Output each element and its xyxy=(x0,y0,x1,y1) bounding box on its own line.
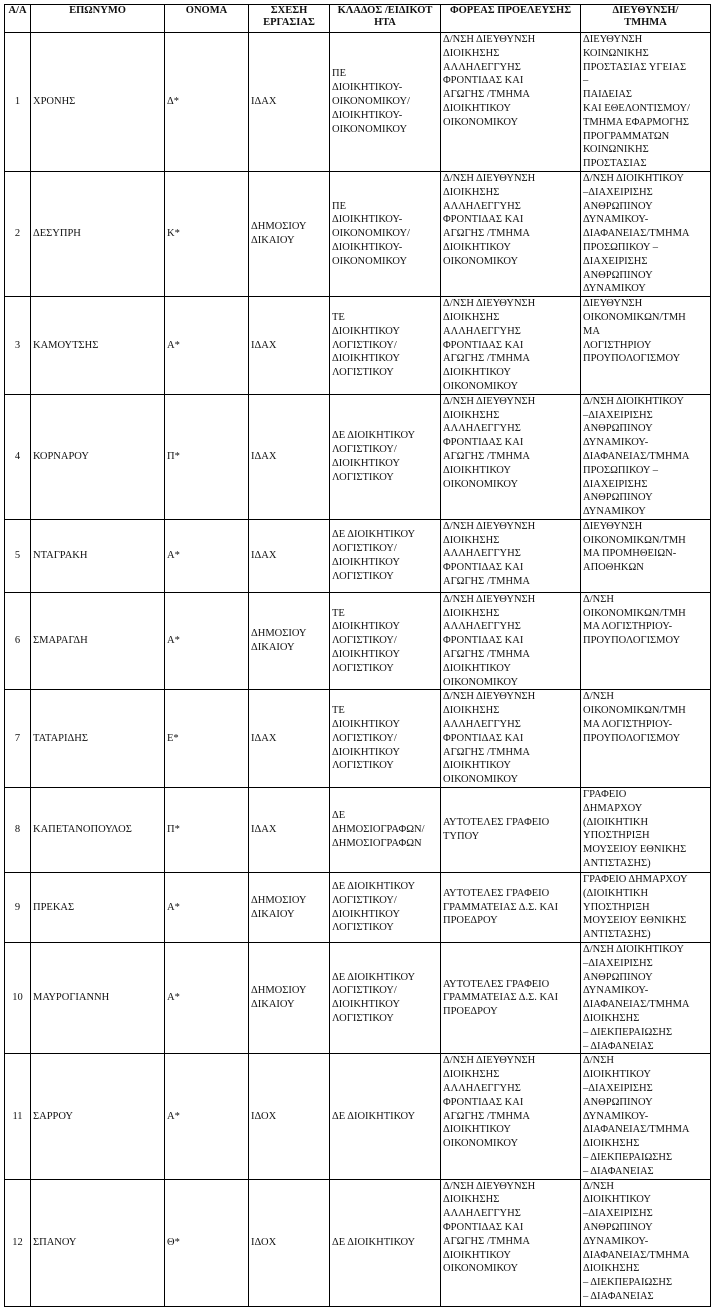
row-relation: ΔΗΜΟΣΙΟΥ ΔΙΚΑΙΟΥ xyxy=(249,171,330,296)
row-name: Α* xyxy=(165,943,249,1054)
table-row xyxy=(5,943,711,1054)
row-surname: ΚΑΠΕΤΑΝΟΠΟΥΛΟΣ xyxy=(31,788,165,873)
row-relation: ΙΔΑΧ xyxy=(249,690,330,788)
row-origin: Δ/ΝΣΗ ΔΙΕΥΘΥΝΣΗ ΔΙΟΙΚΗΣΗΣ ΑΛΛΗΛΕΓΓΥΗΣ ΦΡΟΝΤΙΔΑΣ ΚΑΙ ΑΓΩΓΗΣ /ΤΜΗΜΑ ΔΙΟΙΚΗΤΙΚΟΥ ΟΙΚΟΝΟΜΙΚΟΥ xyxy=(441,33,581,172)
row-surname: ΚΑΜΟΥΤΣΗΣ xyxy=(31,297,165,395)
row-aa: 5 xyxy=(5,519,31,592)
table-row xyxy=(5,519,711,592)
row-origin: Δ/ΝΣΗ ΔΙΕΥΘΥΝΣΗ ΔΙΟΙΚΗΣΗΣ ΑΛΛΗΛΕΓΓΥΗΣ ΦΡΟΝΤΙΔΑΣ ΚΑΙ ΑΓΩΓΗΣ /ΤΜΗΜΑ ΔΙΟΙΚΗΤΙΚΟΥ ΟΙΚΟΝΟΜΙΚΟΥ xyxy=(441,1179,581,1306)
row-department: Δ/ΝΣΗ ΔΙΟΙΚΗΤΙΚΟΥ –ΔΙΑΧΕΙΡΙΣΗΣ ΑΝΘΡΩΠΙΝΟΥ ΔΥΝΑΜΙΚΟΥ- ΔΙΑΦΑΝΕΙΑΣ/ΤΜΗΜΑ ΔΙΟΙΚΗΣΗΣ – ΔΙΕΚΠΕΡΑΙΩΣΗΣ – ΔΙΑΦΑΝΕΙΑΣ xyxy=(581,1179,711,1306)
row-relation: ΙΔΑΧ xyxy=(249,788,330,873)
row-origin: ΑΥΤΟΤΕΛΕΣ ΓΡΑΦΕΙΟ ΤΥΠΟΥ xyxy=(441,788,581,873)
row-relation: ΔΗΜΟΣΙΟΥ ΔΙΚΑΙΟΥ xyxy=(249,943,330,1054)
header-origin: ΦΟΡΕΑΣ ΠΡΟΕΛΕΥΣΗΣ xyxy=(441,5,581,33)
row-relation: ΙΔΑΧ xyxy=(249,519,330,592)
row-department: ΔΙΕΥΘΥΝΣΗ ΟΙΚΟΝΟΜΙΚΩΝ/ΤΜΗ ΜΑ ΛΟΓΙΣΤΗΡΙΟΥ ΠΡΟΥΠΟΛΟΓΙΣΜΟΥ xyxy=(581,297,711,395)
row-specialty: ΤΕ ΔΙΟΙΚΗΤΙΚΟΥ ΛΟΓΙΣΤΙΚΟΥ/ ΔΙΟΙΚΗΤΙΚΟΥ ΛΟΓΙΣΤΙΚΟΥ xyxy=(330,297,441,395)
row-origin: Δ/ΝΣΗ ΔΙΕΥΘΥΝΣΗ ΔΙΟΙΚΗΣΗΣ ΑΛΛΗΛΕΓΓΥΗΣ ΦΡΟΝΤΙΔΑΣ ΚΑΙ ΑΓΩΓΗΣ /ΤΜΗΜΑ xyxy=(441,519,581,592)
row-specialty: ΤΕ ΔΙΟΙΚΗΤΙΚΟΥ ΛΟΓΙΣΤΙΚΟΥ/ ΔΙΟΙΚΗΤΙΚΟΥ ΛΟΓΙΣΤΙΚΟΥ xyxy=(330,690,441,788)
row-aa: 11 xyxy=(5,1054,31,1179)
row-specialty: ΔΕ ΔΗΜΟΣΙΟΓΡΑΦΩΝ/ ΔΗΜΟΣΙΟΓΡΑΦΩΝ xyxy=(330,788,441,873)
row-surname: ΝΤΑΓΡΑΚΗ xyxy=(31,519,165,592)
row-department: ΓΡΑΦΕΙΟ ΔΗΜΑΡΧΟΥ (ΔΙΟΙΚΗΤΙΚΗ ΥΠΟΣΤΗΡΙΞΗ ΜΟΥΣΕΙΟΥ ΕΘΝΙΚΗΣ ΑΝΤΙΣΤΑΣΗΣ) xyxy=(581,873,711,943)
row-origin: Δ/ΝΣΗ ΔΙΕΥΘΥΝΣΗ ΔΙΟΙΚΗΣΗΣ ΑΛΛΗΛΕΓΓΥΗΣ ΦΡΟΝΤΙΔΑΣ ΚΑΙ ΑΓΩΓΗΣ /ΤΜΗΜΑ ΔΙΟΙΚΗΤΙΚΟΥ ΟΙΚΟΝΟΜΙΚΟΥ xyxy=(441,690,581,788)
row-aa: 12 xyxy=(5,1179,31,1306)
row-name: Π* xyxy=(165,788,249,873)
row-surname: ΜΑΥΡΟΓΙΑΝΝΗ xyxy=(31,943,165,1054)
row-surname: ΣΑΡΡΟΥ xyxy=(31,1054,165,1179)
row-surname: ΣΠΑΝΟΥ xyxy=(31,1179,165,1306)
row-relation: ΙΔΑΧ xyxy=(249,394,330,519)
table-body xyxy=(5,33,711,1307)
row-relation: ΙΔΟΧ xyxy=(249,1054,330,1179)
row-aa: 9 xyxy=(5,873,31,943)
row-aa: 2 xyxy=(5,171,31,296)
row-surname: ΔΕΣΥΠΡΗ xyxy=(31,171,165,296)
row-aa: 1 xyxy=(5,33,31,172)
row-specialty: ΔΕ ΔΙΟΙΚΗΤΙΚΟΥ ΛΟΓΙΣΤΙΚΟΥ/ ΔΙΟΙΚΗΤΙΚΟΥ ΛΟΓΙΣΤΙΚΟΥ xyxy=(330,394,441,519)
row-relation: ΙΔΟΧ xyxy=(249,1179,330,1306)
row-name: Ε* xyxy=(165,690,249,788)
row-origin: Δ/ΝΣΗ ΔΙΕΥΘΥΝΣΗ ΔΙΟΙΚΗΣΗΣ ΑΛΛΗΛΕΓΓΥΗΣ ΦΡΟΝΤΙΔΑΣ ΚΑΙ ΑΓΩΓΗΣ /ΤΜΗΜΑ ΔΙΟΙΚΗΤΙΚΟΥ ΟΙΚΟΝΟΜΙΚΟΥ xyxy=(441,1054,581,1179)
row-department: Δ/ΝΣΗ ΔΙΟΙΚΗΤΙΚΟΥ –ΔΙΑΧΕΙΡΙΣΗΣ ΑΝΘΡΩΠΙΝΟΥ ΔΥΝΑΜΙΚΟΥ- ΔΙΑΦΑΝΕΙΑΣ/ΤΜΗΜΑ ΔΙΟΙΚΗΣΗΣ – ΔΙΕΚΠΕΡΑΙΩΣΗΣ – ΔΙΑΦΑΝΕΙΑΣ xyxy=(581,1054,711,1179)
row-department: ΔΙΕΥΘΥΝΣΗ ΟΙΚΟΝΟΜΙΚΩΝ/ΤΜΗ ΜΑ ΠΡΟΜΗΘΕΙΩΝ- ΑΠΟΘΗΚΩΝ xyxy=(581,519,711,592)
table-row xyxy=(5,1054,711,1179)
row-origin: ΑΥΤΟΤΕΛΕΣ ΓΡΑΦΕΙΟ ΓΡΑΜΜΑΤΕΙΑΣ Δ.Σ. ΚΑΙ ΠΡΟΕΔΡΟΥ xyxy=(441,873,581,943)
header-surname: ΕΠΩΝΥΜΟ xyxy=(31,5,165,33)
row-specialty: ΠΕ ΔΙΟΙΚΗΤΙΚΟΥ- ΟΙΚΟΝΟΜΙΚΟΥ/ ΔΙΟΙΚΗΤΙΚΟΥ- ΟΙΚΟΝΟΜΙΚΟΥ xyxy=(330,171,441,296)
table-row xyxy=(5,788,711,873)
header-name: ΟΝΟΜΑ xyxy=(165,5,249,33)
row-department: Δ/ΝΣΗ ΔΙΟΙΚΗΤΙΚΟΥ –ΔΙΑΧΕΙΡΙΣΗΣ ΑΝΘΡΩΠΙΝΟΥ ΔΥΝΑΜΙΚΟΥ- ΔΙΑΦΑΝΕΙΑΣ/ΤΜΗΜΑ ΠΡΟΣΩΠΙΚΟΥ – ΔΙΑΧΕΙΡΙΣΗΣ ΑΝΘΡΩΠΙΝΟΥ ΔΥΝΑΜΙΚΟΥ xyxy=(581,171,711,296)
header-aa: Α/Α xyxy=(5,5,31,33)
row-aa: 4 xyxy=(5,394,31,519)
row-specialty: ΔΕ ΔΙΟΙΚΗΤΙΚΟΥ ΛΟΓΙΣΤΙΚΟΥ/ ΔΙΟΙΚΗΤΙΚΟΥ ΛΟΓΙΣΤΙΚΟΥ xyxy=(330,873,441,943)
row-department: Δ/ΝΣΗ ΟΙΚΟΝΟΜΙΚΩΝ/ΤΜΗ ΜΑ ΛΟΓΙΣΤΗΡΙΟΥ- ΠΡΟΥΠΟΛΟΓΙΣΜΟΥ xyxy=(581,690,711,788)
row-origin: Δ/ΝΣΗ ΔΙΕΥΘΥΝΣΗ ΔΙΟΙΚΗΣΗΣ ΑΛΛΗΛΕΓΓΥΗΣ ΦΡΟΝΤΙΔΑΣ ΚΑΙ ΑΓΩΓΗΣ /ΤΜΗΜΑ ΔΙΟΙΚΗΤΙΚΟΥ ΟΙΚΟΝΟΜΙΚΟΥ xyxy=(441,394,581,519)
row-aa: 3 xyxy=(5,297,31,395)
row-department: ΓΡΑΦΕΙΟ ΔΗΜΑΡΧΟΥ (ΔΙΟΙΚΗΤΙΚΗ ΥΠΟΣΤΗΡΙΞΗ ΜΟΥΣΕΙΟΥ ΕΘΝΙΚΗΣ ΑΝΤΙΣΤΑΣΗΣ) xyxy=(581,788,711,873)
header-department: ΔΙΕΥΘΥΝΣΗ/ ΤΜΗΜΑ xyxy=(581,5,711,33)
row-name: Α* xyxy=(165,519,249,592)
row-specialty: ΔΕ ΔΙΟΙΚΗΤΙΚΟΥ xyxy=(330,1054,441,1179)
staff-table xyxy=(4,4,711,1307)
table-row xyxy=(5,171,711,296)
row-surname: ΠΡΕΚΑΣ xyxy=(31,873,165,943)
row-name: Π* xyxy=(165,394,249,519)
row-relation: ΙΔΑΧ xyxy=(249,33,330,172)
row-origin: Δ/ΝΣΗ ΔΙΕΥΘΥΝΣΗ ΔΙΟΙΚΗΣΗΣ ΑΛΛΗΛΕΓΓΥΗΣ ΦΡΟΝΤΙΔΑΣ ΚΑΙ ΑΓΩΓΗΣ /ΤΜΗΜΑ ΔΙΟΙΚΗΤΙΚΟΥ ΟΙΚΟΝΟΜΙΚΟΥ xyxy=(441,297,581,395)
table-header xyxy=(5,5,711,33)
row-department: Δ/ΝΣΗ ΔΙΟΙΚΗΤΙΚΟΥ –ΔΙΑΧΕΙΡΙΣΗΣ ΑΝΘΡΩΠΙΝΟΥ ΔΥΝΑΜΙΚΟΥ- ΔΙΑΦΑΝΕΙΑΣ/ΤΜΗΜΑ ΠΡΟΣΩΠΙΚΟΥ – ΔΙΑΧΕΙΡΙΣΗΣ ΑΝΘΡΩΠΙΝΟΥ ΔΥΝΑΜΙΚΟΥ xyxy=(581,394,711,519)
row-department: Δ/ΝΣΗ ΟΙΚΟΝΟΜΙΚΩΝ/ΤΜΗ ΜΑ ΛΟΓΙΣΤΗΡΙΟΥ- ΠΡΟΥΠΟΛΟΓΙΣΜΟΥ xyxy=(581,592,711,690)
row-relation: ΔΗΜΟΣΙΟΥ ΔΙΚΑΙΟΥ xyxy=(249,592,330,690)
row-name: Δ* xyxy=(165,33,249,172)
table-row xyxy=(5,394,711,519)
row-surname: ΚΟΡΝΑΡΟΥ xyxy=(31,394,165,519)
row-specialty: ΠΕ ΔΙΟΙΚΗΤΙΚΟΥ- ΟΙΚΟΝΟΜΙΚΟΥ/ ΔΙΟΙΚΗΤΙΚΟΥ- ΟΙΚΟΝΟΜΙΚΟΥ xyxy=(330,33,441,172)
header-relation: ΣΧΕΣΗ ΕΡΓΑΣΙΑΣ xyxy=(249,5,330,33)
table-row xyxy=(5,873,711,943)
row-surname: ΧΡΟΝΗΣ xyxy=(31,33,165,172)
table-row xyxy=(5,297,711,395)
row-department: Δ/ΝΣΗ ΔΙΟΙΚΗΤΙΚΟΥ –ΔΙΑΧΕΙΡΙΣΗΣ ΑΝΘΡΩΠΙΝΟΥ ΔΥΝΑΜΙΚΟΥ- ΔΙΑΦΑΝΕΙΑΣ/ΤΜΗΜΑ ΔΙΟΙΚΗΣΗΣ – ΔΙΕΚΠΕΡΑΙΩΣΗΣ – ΔΙΑΦΑΝΕΙΑΣ xyxy=(581,943,711,1054)
table-row xyxy=(5,690,711,788)
row-surname: ΣΜΑΡΑΓΔΗ xyxy=(31,592,165,690)
table-row xyxy=(5,592,711,690)
table-row xyxy=(5,33,711,172)
row-surname: ΤΑΤΑΡΙΔΗΣ xyxy=(31,690,165,788)
row-specialty: ΔΕ ΔΙΟΙΚΗΤΙΚΟΥ xyxy=(330,1179,441,1306)
row-name: Κ* xyxy=(165,171,249,296)
row-origin: ΑΥΤΟΤΕΛΕΣ ΓΡΑΦΕΙΟ ΓΡΑΜΜΑΤΕΙΑΣ Δ.Σ. ΚΑΙ ΠΡΟΕΔΡΟΥ xyxy=(441,943,581,1054)
row-specialty: ΔΕ ΔΙΟΙΚΗΤΙΚΟΥ ΛΟΓΙΣΤΙΚΟΥ/ ΔΙΟΙΚΗΤΙΚΟΥ ΛΟΓΙΣΤΙΚΟΥ xyxy=(330,943,441,1054)
row-origin: Δ/ΝΣΗ ΔΙΕΥΘΥΝΣΗ ΔΙΟΙΚΗΣΗΣ ΑΛΛΗΛΕΓΓΥΗΣ ΦΡΟΝΤΙΔΑΣ ΚΑΙ ΑΓΩΓΗΣ /ΤΜΗΜΑ ΔΙΟΙΚΗΤΙΚΟΥ ΟΙΚΟΝΟΜΙΚΟΥ xyxy=(441,592,581,690)
row-relation: ΔΗΜΟΣΙΟΥ ΔΙΚΑΙΟΥ xyxy=(249,873,330,943)
row-specialty: ΤΕ ΔΙΟΙΚΗΤΙΚΟΥ ΛΟΓΙΣΤΙΚΟΥ/ ΔΙΟΙΚΗΤΙΚΟΥ ΛΟΓΙΣΤΙΚΟΥ xyxy=(330,592,441,690)
row-name: Θ* xyxy=(165,1179,249,1306)
row-aa: 10 xyxy=(5,943,31,1054)
row-specialty: ΔΕ ΔΙΟΙΚΗΤΙΚΟΥ ΛΟΓΙΣΤΙΚΟΥ/ ΔΙΟΙΚΗΤΙΚΟΥ ΛΟΓΙΣΤΙΚΟΥ xyxy=(330,519,441,592)
row-relation: ΙΔΑΧ xyxy=(249,297,330,395)
header-row xyxy=(5,5,711,33)
row-origin: Δ/ΝΣΗ ΔΙΕΥΘΥΝΣΗ ΔΙΟΙΚΗΣΗΣ ΑΛΛΗΛΕΓΓΥΗΣ ΦΡΟΝΤΙΔΑΣ ΚΑΙ ΑΓΩΓΗΣ /ΤΜΗΜΑ ΔΙΟΙΚΗΤΙΚΟΥ ΟΙΚΟΝΟΜΙΚΟΥ xyxy=(441,171,581,296)
row-aa: 8 xyxy=(5,788,31,873)
header-specialty: ΚΛΑΔΟΣ /ΕΙΔΙΚΟΤ ΗΤΑ xyxy=(330,5,441,33)
row-aa: 6 xyxy=(5,592,31,690)
table-row xyxy=(5,1179,711,1306)
row-name: Α* xyxy=(165,592,249,690)
row-name: Α* xyxy=(165,297,249,395)
row-aa: 7 xyxy=(5,690,31,788)
row-department: ΔΙΕΥΘΥΝΣΗ ΚΟΙΝΩΝΙΚΗΣ ΠΡΟΣΤΑΣΙΑΣ ΥΓΕΙΑΣ – ΠΑΙΔΕΙΑΣ ΚΑΙ ΕΘΕΛΟΝΤΙΣΜΟΥ/ ΤΜΗΜΑ ΕΦΑΡΜΟΓΗΣ ΠΡΟΓΡΑΜΜΑΤΩΝ ΚΟΙΝΩΝΙΚΗΣ ΠΡΟΣΤΑΣΙΑΣ xyxy=(581,33,711,172)
row-name: Α* xyxy=(165,873,249,943)
row-name: Α* xyxy=(165,1054,249,1179)
